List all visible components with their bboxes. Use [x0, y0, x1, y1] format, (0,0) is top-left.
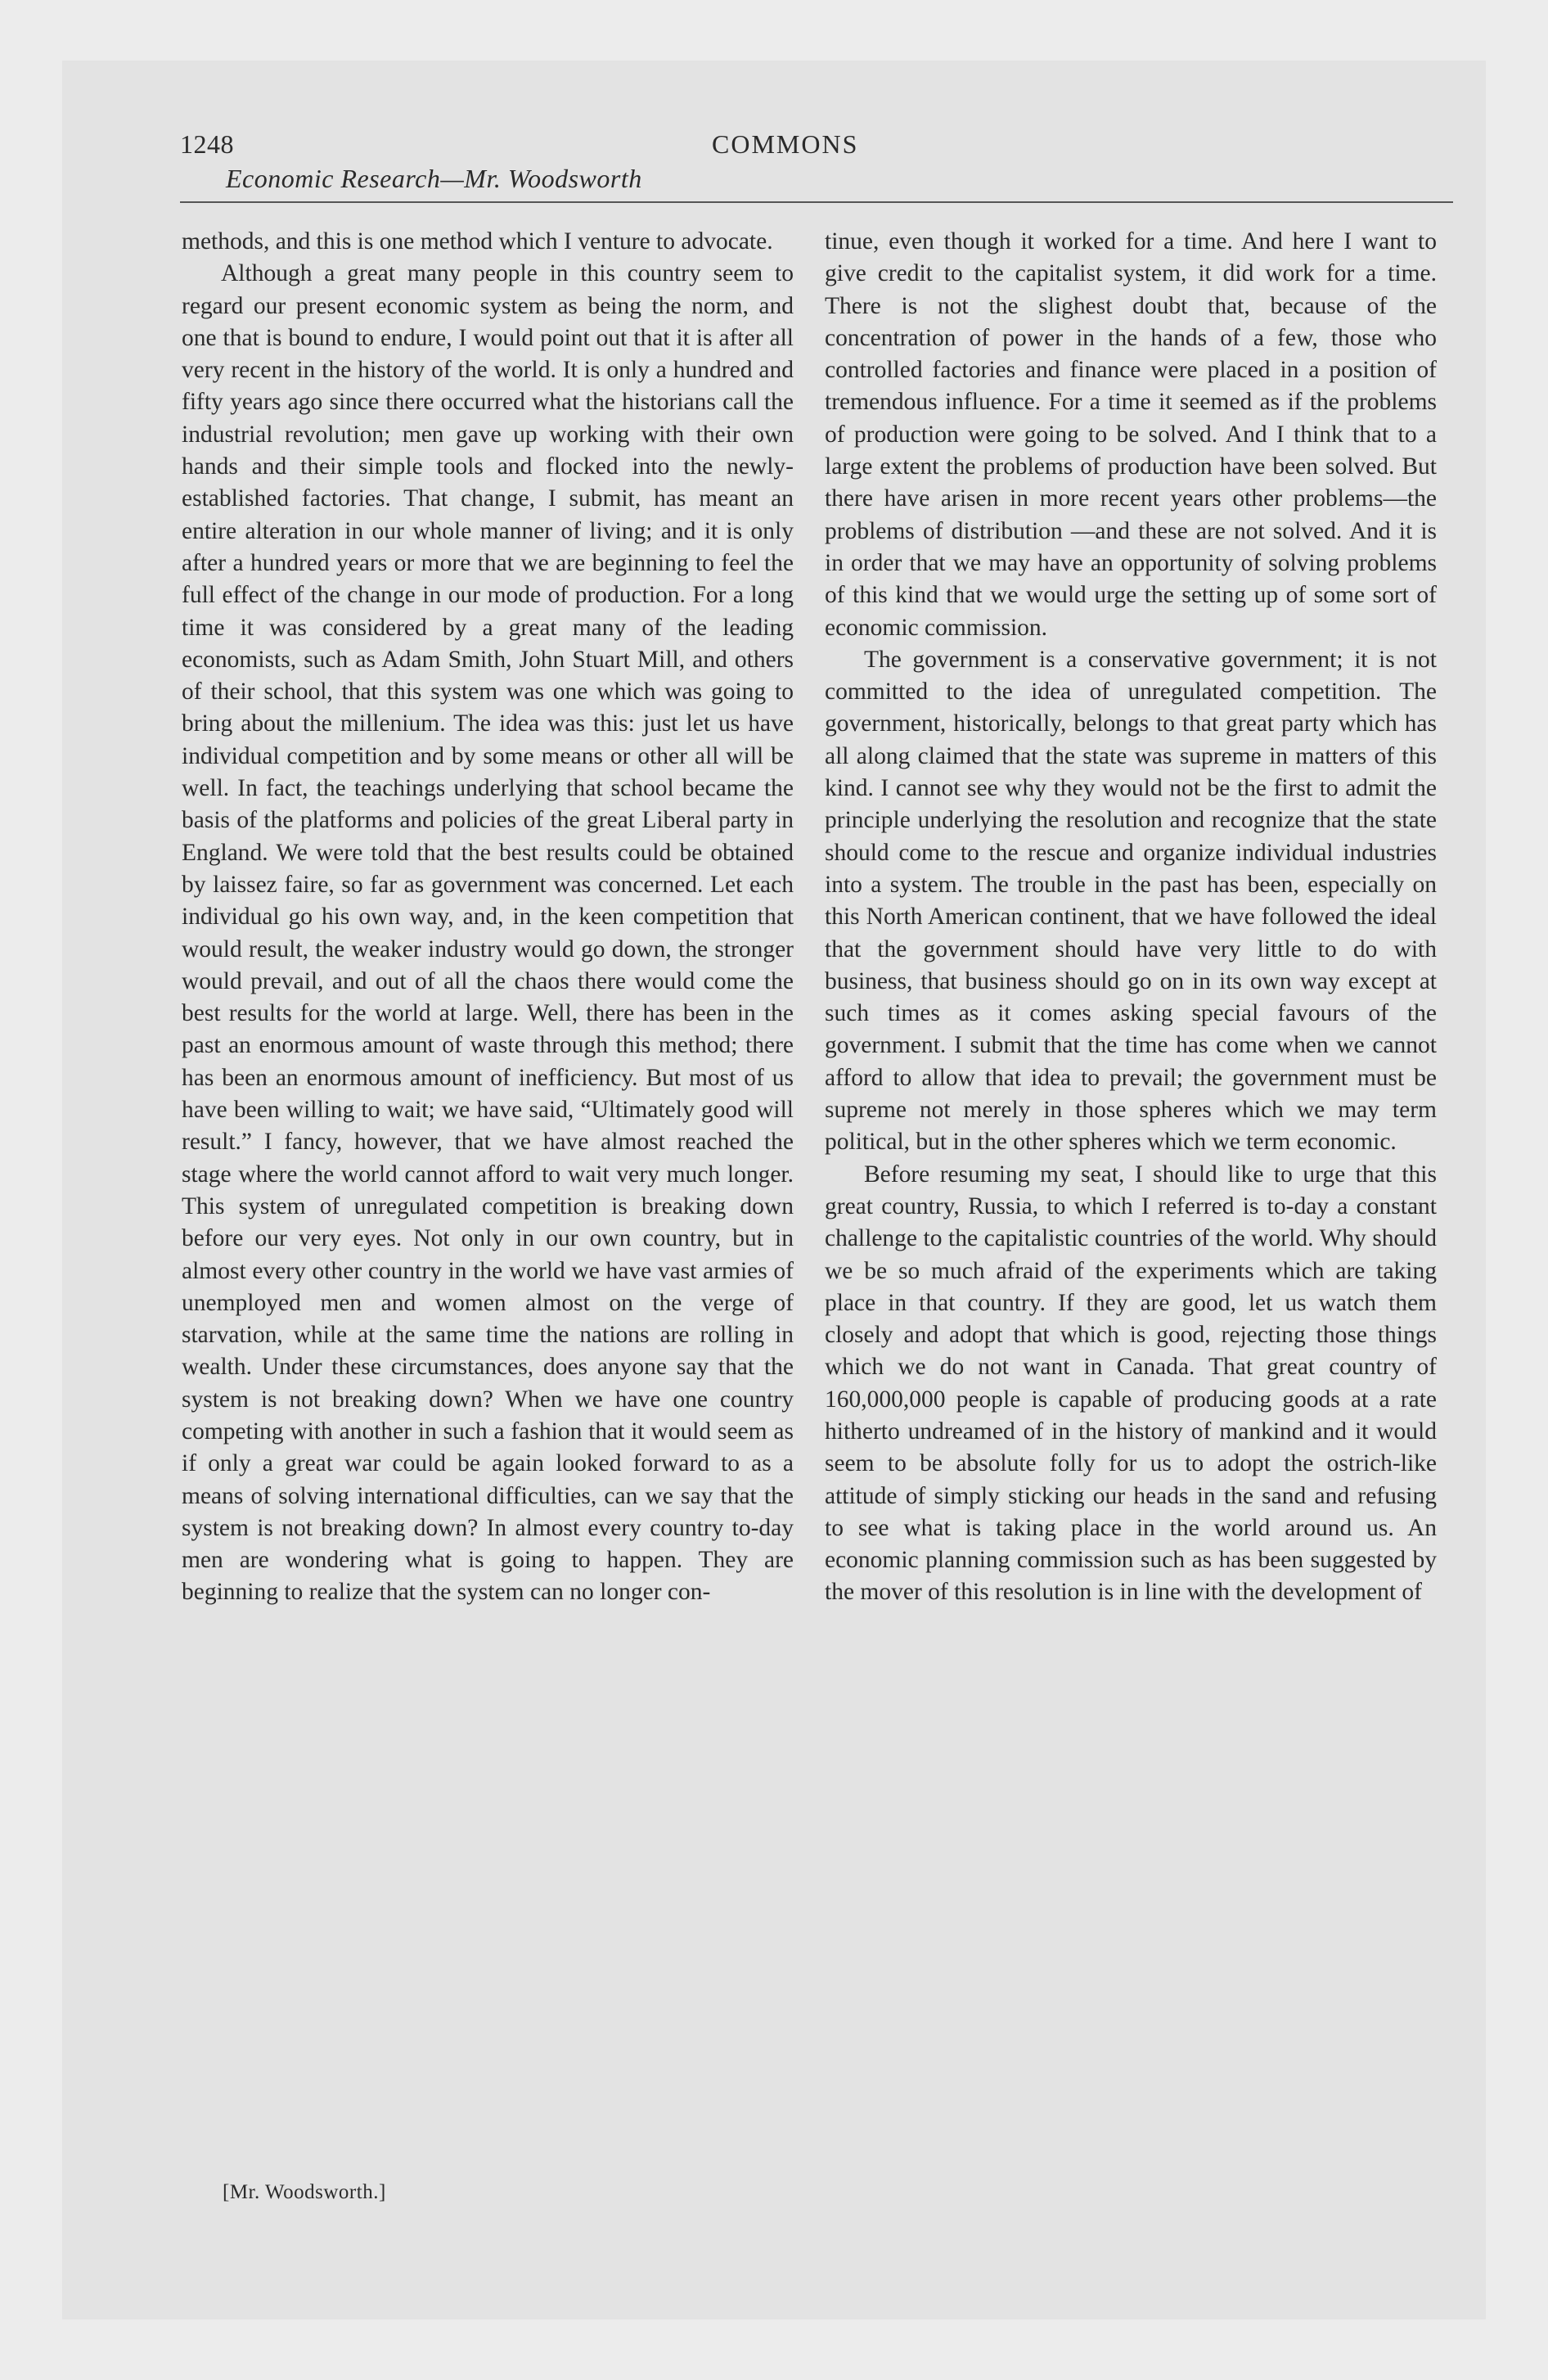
- left-paragraph-2: Although a great many people in this country seem to regard our present economic system as being the norm, and one that is bound to endure, I would point out that it is after all very recent in the history of the world. It is only a hundred and fifty years ago since there occurred what the historians call the industrial revolution; men gave up working with their own hands and their simple tools and flocked into the newly-established factories. That change, I submit, has meant an entire alteration in our whole manner of living; and it is only after a hundred years or more that we are beginning to feel the full effect of the change in our mode of production. For a long time it was considered by a great many of the leading economists, such as Adam Smith, John Stuart Mill, and others of their school, that this system was one which was going to bring about the millenium. The idea was this: just let us have individual competition and by some means or other all will be well. In fact, the teachings underlying that school became the basis of the platforms and policies of the great Liberal party in England. We were told that the best results could be obtained by laissez faire, so far as government was concerned. Let each individual go his own way, and, in the keen competition that would result, the weaker industry would go down, the stronger would prevail, and out of all the chaos there would come the best results for the world at large. Well, there has been in the past an enormous amount of waste through this method; there has been an enormous amount of inefficiency. But most of us have been willing to wait; we have said, “Ultimately good will result.” I fancy, however, that we have almost reached the stage where the world cannot afford to wait very much longer. This system of unregulated competition is breaking down before our very eyes. Not only in our own country, but in almost every other country in the world we have vast armies of unemployed men and women almost on the verge of starvation, while at the same time the nations are rolling in wealth. Under these circumstances, does anyone say that the system is not breaking down? When we have one country competing with another in such a fashion that it would seem as if only a great war could be again looked forward to as a means of solving international difficulties, can we say that the system is not breaking down? In almost every country to-day men are wondering what is going to happen. They are beginning to realize that the system can no longer con-: [182, 260, 794, 1606]
- right-paragraph-3: Before resuming my seat, I should like to urge that this great country, Russia, to which I referred is to-day a constant challenge to the capitalistic countries of the world. Why should we be so much afraid of the experiments which are taking place in that country. If they are good, let us watch them closely and adopt that which is good, rejecting those things which we do not want in Canada. That great country of 160,000,000 people is capable of producing goods at a rate hitherto undreamed of in the history of mankind and it would seem to be absolute folly for us to adopt the ostrich-like attitude of simply sticking our heads in the sand and refusing to see what is taking place in the world around us. An economic planning commission such as has been suggested by the mover of this resolution is in line with the development of: [825, 1161, 1437, 1606]
- right-paragraph-1: tinue, even though it worked for a time. And here I want to give credit to the capitalist system, it did work for a time. There is not the slighest doubt that, because of the concentration of power in the hands of a few, those who controlled factories and finance were placed in a position of tremendous influence. For a time it seemed as if the problems of production were going to be solved. And I think that to a large extent the problems of production have been solved. But there have arisen in more recent years other problems—the problems of distribution —and these are not solved. And it is in order that we may have an opportunity of solving problems of this kind that we would urge the setting up of some sort of economic commission.: [825, 228, 1437, 641]
- page-header: [180, 129, 1456, 195]
- right-paragraph-2: The government is a conservative government; it is not committed to the idea of unregulated competition. The government, historically, belongs to that great party which has all along claimed that the state was supreme in matters of this kind. I cannot see why they would not be the first to admit the principle underlying the resolution and recognize that the state should come to the rescue and organize individual industries into a system. The trouble in the past has been, especially on this North American continent, that we have followed the ideal that the government should have very little to do with business, that business should go on in its own way except at such times as it comes asking special favours of the government. I submit that the time has come when we cannot afford to allow that idea to prevail; the government must be supreme not merely in those spheres which we may term political, but in the other spheres which we term economic.: [825, 646, 1437, 1156]
- right-column: [825, 226, 1437, 1609]
- running-head: Economic Research—Mr. Woodsworth: [226, 164, 642, 193]
- journal-title: COMMONS: [712, 129, 859, 159]
- header-rule: [180, 201, 1453, 203]
- left-column: [182, 226, 794, 1609]
- speaker-note: [Mr. Woodsworth.]: [223, 2181, 386, 2203]
- page-number: 1248: [180, 129, 234, 159]
- left-paragraph-1: methods, and this is one method which I venture to advocate.: [182, 228, 773, 255]
